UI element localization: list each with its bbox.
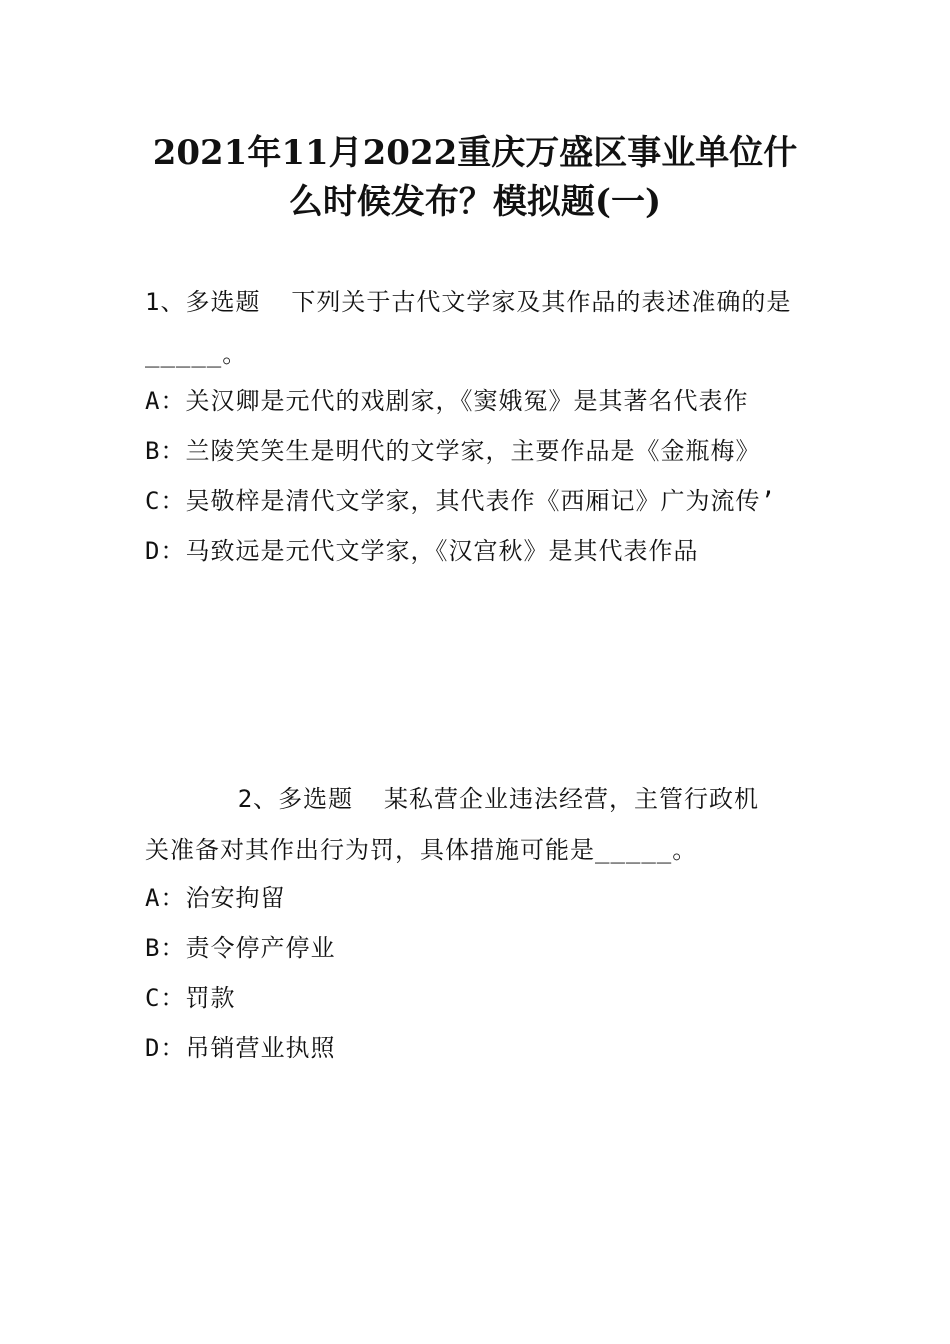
question-2-option-a: A：治安拘留 bbox=[145, 884, 286, 912]
question-1-option-a: A：关汉卿是元代的戏剧家，《窦娥冤》是其著名代表作 bbox=[145, 387, 749, 415]
question-1-text-line-1: 1、多选题 下列关于古代文学家及其作品的表述准确的是 bbox=[145, 288, 792, 316]
question-2-text-line-2: 关准备对其作出行为罚，具体措施可能是_____。 bbox=[145, 836, 698, 864]
question-2-option-b: B：责令停产停业 bbox=[145, 934, 336, 962]
question-2-text-line-1: 2、多选题 某私营企业违法经营，主管行政机 bbox=[145, 785, 760, 813]
question-1-text-line-2: _____。 bbox=[145, 340, 248, 368]
document-title-line-2: 么时候发布？模拟题(一) bbox=[288, 182, 662, 222]
question-1-option-d: D：马致远是元代文学家，《汉宫秋》是其代表作品 bbox=[145, 537, 699, 565]
question-2-option-d: D：吊销营业执照 bbox=[145, 1034, 336, 1062]
question-2-option-c: C：罚款 bbox=[145, 984, 236, 1012]
question-1-option-b: B：兰陵笑笑生是明代的文学家，主要作品是《金瓶梅》 bbox=[145, 437, 761, 465]
document-title-line-1: 2021年11月2022重庆万盛区事业单位什 bbox=[152, 133, 798, 173]
question-1-option-c: C：吴敬梓是清代文学家，其代表作《西厢记》广为流传’ bbox=[145, 487, 776, 515]
